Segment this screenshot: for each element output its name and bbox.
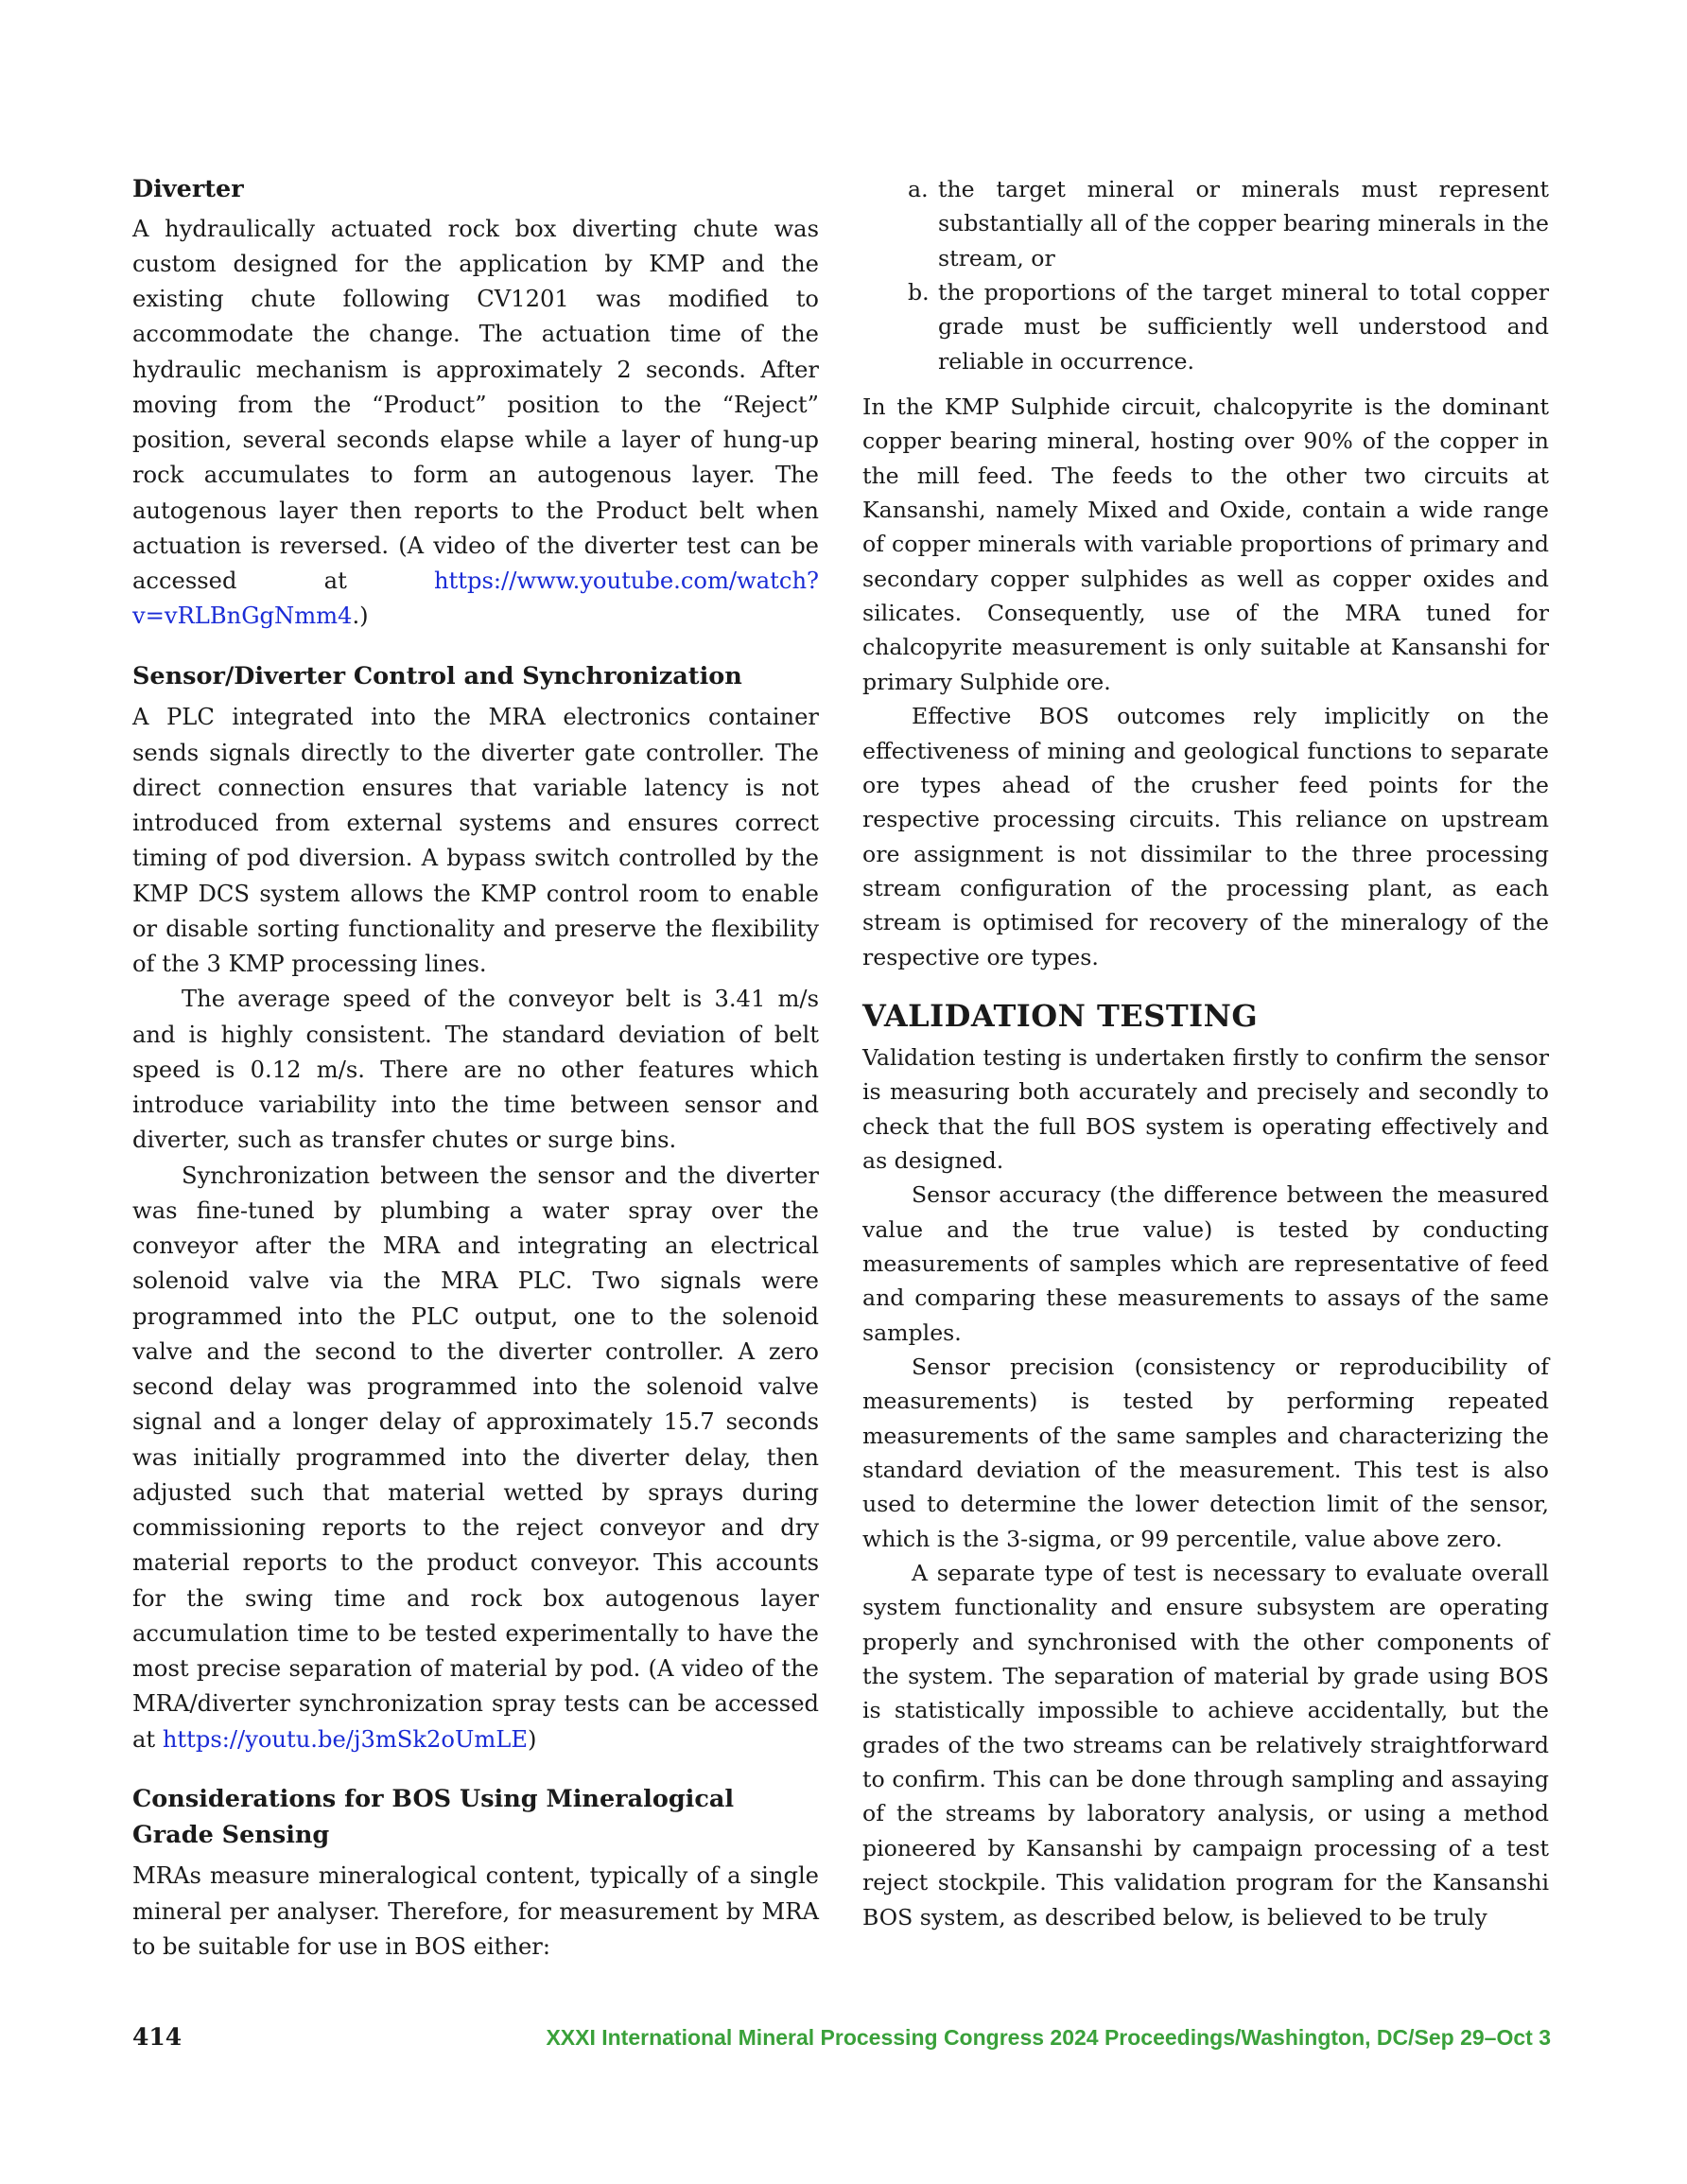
paragraph: Effective BOS outcomes rely implicitly on the effectiveness of mining and geological functions to separate ore types ahead of the crusher feed points for the respective processing circuits. This reliance on upstream ore assignment is not dissimilar to the three processing stream configuration of the processing plant, as each stream is optimised for recovery of the mineralogy of the respective ore types. [862,703,1549,970]
paragraph: Sensor accuracy (the difference between the measured value and the true value) is tested by conducting measurements of samples which are representative of feed and comparing these measurements to assays of the same samples. [862,1181,1549,1346]
paragraph: A PLC integrated into the MRA electronics container sends signals directly to the diverter gate controller. The direct connection ensures that variable latency is not introduced from external systems and ensures correct timing of pod diversion. A bypass switch controlled by the KMP DCS system allows the KMP control room to enable or disable sorting functionality and preserve the flexibility of the 3 KMP processing lines. [132,704,819,978]
paragraph: MRAs measure mineralogical content, typically of a single mineral per analyser. Therefore, for measurement by MRA to be suitable for use in BOS either: [132,1862,819,1960]
section-heading-validation: VALIDATION TESTING [862,997,1259,1034]
list-text: the proportions of the target mineral to total copper grade must be sufficiently well understood and reliable in occurrence. [938,279,1549,375]
paragraph-text: A hydraulically actuated rock box diverting chute was custom designed for the application by KMP and the existing chute following CV1201 was modified to accommodate the change. The actuation time of the hydraulic mechanism is approximately 2 seconds. After moving from the “Product” position to the “Reject” position, several seconds elapse while a layer of hung-up rock accumulates to form an autogenous layer. The autogenous layer then reports to the Product belt when actuation is reversed. (A video of the diverter test can be accessed at [132,215,819,595]
youtube-link[interactable]: https://www.youtube.com/watch?v=vRLBnGgNmm4 [132,568,819,630]
heading-line: Considerations for BOS Using Mineralogical [132,1784,735,1813]
paragraph [132,212,819,635]
heading-line: Grade Sensing [132,1820,330,1849]
paragraph: Sensor precision (consistency or reproducibility of measurements) is tested by performing repeated measurements of the same samples and characterizing the standard deviation of the measurement. This test is also used to determine the lower detection limit of the sensor, which is the 3-sigma, or 99 percentile, value above zero. [862,1354,1549,1552]
paragraph: In the KMP Sulphide circuit, chalcopyrite is the dominant copper bearing mineral, hosting over 90% of the copper in the mill feed. The feeds to the other two circuits at Kansanshi, namely Mixed and Oxide, contain a wide range of copper minerals with variable proportions of primary and secondary copper sulphides as well as copper oxides and silicates. Consequently, use of the MRA tuned for chalcopyrite measurement is only suitable at Kansanshi for primary Sulphide ore. [862,393,1549,695]
paragraph-text: .) [352,603,369,630]
list-label: a. [908,176,929,202]
section-heading-considerations [132,1782,819,1853]
section-heading-diverter: Diverter [132,175,244,203]
right-column [862,172,1549,1934]
list-label: b. [908,279,930,306]
list-text: the target mineral or minerals must represent substantially all of the copper bearing minerals in the stream, or [938,176,1549,271]
page-footer [132,2023,1551,2061]
paragraph: The average speed of the conveyor belt is 3.41 m/s and is highly consistent. The standard deviation of belt speed is 0.12 m/s. There are no other features which introduce variability into the time between sensor and diverter, such as transfer chutes or surge bins. [132,986,819,1154]
paragraph-text: ) [527,1725,537,1753]
page-number: 414 [132,2023,183,2051]
requirements-list [862,172,1549,378]
list-item [862,172,1549,275]
paragraph: Validation testing is undertaken firstly to confirm the sensor is measuring both accurately and precisely and secondly to check that the full BOS system is operating effectively and as designed. [862,1043,1549,1174]
list-item [862,275,1549,378]
youtu-be-link[interactable]: https://youtu.be/j3mSk2oUmLE [162,1725,528,1753]
paragraph: A separate type of test is necessary to evaluate overall system functionality and ensure subsystem are operating properly and synchronised with the other components of the system. The separation of material by grade using BOS is statistically impossible to achieve accidentally, but the grades of the two streams can be relatively straightforward to confirm. This can be done through sampling and assaying of the streams by laboratory analysis, or using a method pioneered by Kansanshi by campaign processing of a test reject stockpile. This validation program for the Kansanshi BOS system, as described below, is believed to be truly [862,1560,1549,1931]
left-column [132,172,819,1965]
paragraph-text: Synchronization between the sensor and the diverter was fine-tuned by plumbing a water spray over the conveyor after the MRA and integrating an electrical solenoid valve via the MRA PLC. Two signals were programmed into the PLC output, one to the solenoid valve and the second to the diverter controller. A zero second delay was programmed into the solenoid valve signal and a longer delay of approximately 15.7 seconds was initially programmed into the diverter delay, then adjusted such that material wetted by sprays during commissioning reports to the reject conveyor and dry material reports to the product conveyor. This accounts for the swing time and rock box autogenous layer accumulation time to be tested experimentally to have the most precise separation of material by pod. (A video of the MRA/diverter synchronization spray tests can be accessed at [132,1162,819,1753]
paragraph [132,1159,819,1757]
running-footer-title: XXXI International Mineral Processing Congress 2024 Proceedings/Washington, DC/Sep 29–Oct 3 [546,2025,1551,2050]
section-heading-sync: Sensor/Diverter Control and Synchronization [132,661,742,690]
